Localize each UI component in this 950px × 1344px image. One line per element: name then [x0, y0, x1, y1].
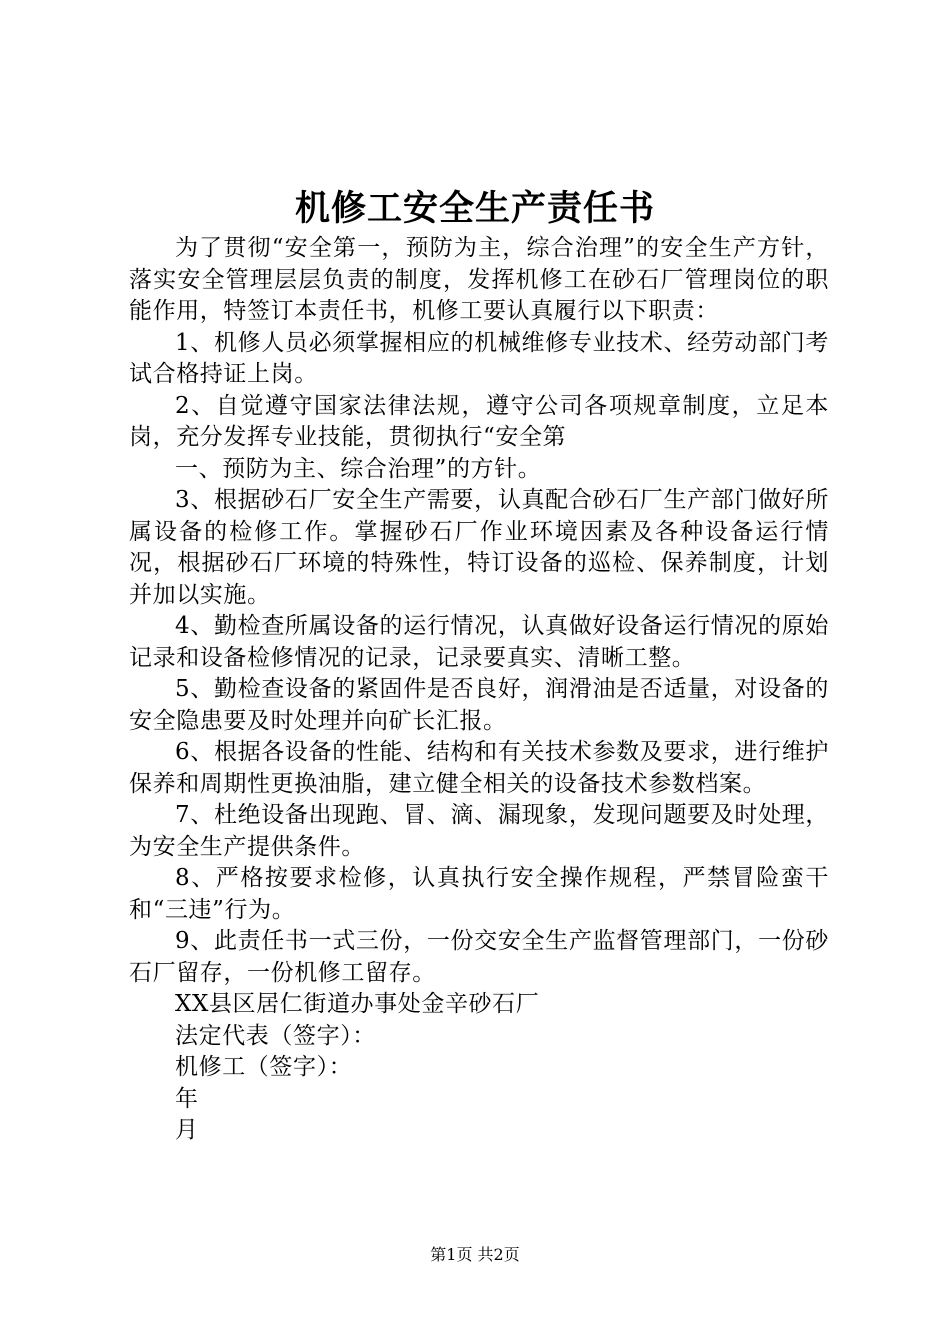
intro-paragraph: 为了贯彻“安全第一，预防为主，综合治理”的安全生产方针，落实安全管理层层负责的制度，发挥机修工在砂石厂管理岗位的职能作用，特签订本责任书，机修工要认真履行以下职责： — [129, 235, 829, 324]
clause-7: 7、杜绝设备出现跑、冒、滴、漏现象，发现问题要及时处理，为安全生产提供条件。 — [129, 802, 829, 860]
date-month: 月 — [175, 1117, 199, 1143]
clause-2: 2、自觉遵守国家法律法规，遵守公司各项规章制度，立足本岗，充分发挥专业技能，贯彻执行“安全第 — [129, 392, 829, 450]
clause-9: 9、此责任书一式三份，一份交安全生产监督管理部门，一份砂石厂留存，一份机修工留存。 — [129, 928, 829, 986]
clause-3: 3、根据砂石厂安全生产需要，认真配合砂石厂生产部门做好所属设备的检修工作。掌握砂石厂作业环境因素及各种设备运行情况，根据砂石厂环境的特殊性，特订设备的巡检、保养制度，计划并加以实施。 — [129, 487, 829, 608]
document-body — [129, 233, 829, 1147]
clause-4: 4、勤检查所属设备的运行情况，认真做好设备运行情况的原始记录和设备检修情况的记录，记录要真实、清晰工整。 — [129, 613, 829, 671]
clause-5: 5、勤检查设备的紧固件是否良好，润滑油是否适量，对设备的安全隐患要及时处理并向矿长汇报。 — [129, 676, 829, 734]
legal-rep-signature: 法定代表（签字）： — [175, 1022, 376, 1049]
clause-6: 6、根据各设备的性能、结构和有关技术参数及要求，进行维护保养和周期性更换油脂，建立健全相关的设备技术参数档案。 — [129, 739, 829, 797]
mechanic-signature: 机修工（签字）： — [175, 1054, 353, 1080]
page-footer: 第1页 共2页 — [430, 1245, 520, 1264]
clause-2-continued: 一、预防为主、综合治理”的方针。 — [175, 455, 542, 482]
company-name: XX县区居仁街道办事处金辛砂石厂 — [175, 991, 540, 1017]
date-year: 年 — [175, 1085, 199, 1112]
clause-8: 8、严格按要求检修，认真执行安全操作规程，严禁冒险蛮干和“三违”行为。 — [129, 865, 829, 923]
clause-1: 1、机修人员必须掌握相应的机械维修专业技术、经劳动部门考试合格持证上岗。 — [129, 329, 829, 387]
document-title: 机修工安全生产责任书 — [294, 188, 655, 229]
